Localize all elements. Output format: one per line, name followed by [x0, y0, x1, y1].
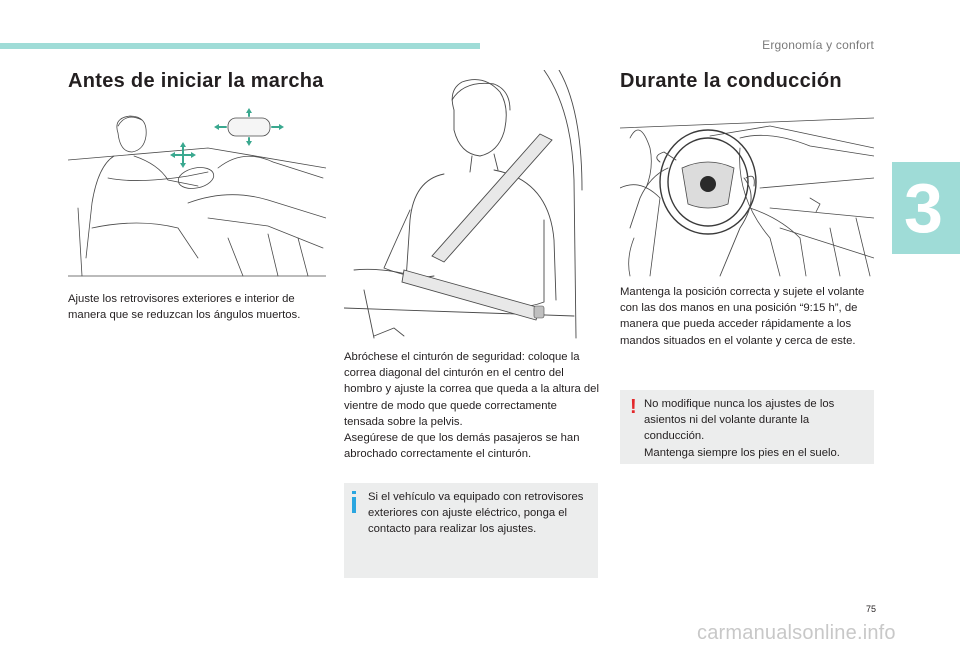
driving-position-text: [620, 284, 874, 349]
warning-note-paragraph-2: Mantenga siempre los pies en el suelo.: [644, 446, 840, 459]
mirror-adjust-text: [68, 291, 330, 323]
info-note-paragraph: Si el vehículo va equipado con retrovisores exteriores con ajuste eléctrico, ponga el contacto para realizar los ajustes.: [368, 491, 584, 536]
driving-position-paragraph: Mantenga la posición correcta y sujete el volante con las dos manos en una posición “9:15 h”, de manera que pueda acceder rápidamente a los mandos situados en el volante y cerca de este.: [620, 286, 865, 347]
page-title-before-driving: Antes de iniciar la marcha: [68, 70, 324, 92]
seatbelt-text: [344, 349, 600, 462]
driver-adjusting-mirrors-illustration: [68, 108, 326, 278]
warning-note-text: [644, 396, 866, 461]
seatbelt-paragraph-2: Asegúrese de que los demás pasajeros se han abrochado correctamente el cinturón.: [344, 432, 580, 461]
seatbelt-paragraph-1: Abróchese el cinturón de seguridad: coloque la correa diagonal del cinturón en el centro del hombro y ajuste la correa que queda a la altura del vientre de modo que quede correctamente tensada sobre la pelvis.: [344, 351, 599, 428]
mirror-adjust-paragraph: Ajuste los retrovisores exteriores e interior de manera que se reduzcan los ángulos muertos.: [68, 293, 301, 322]
info-note-box: [344, 483, 598, 578]
page-number: 75: [865, 604, 876, 614]
info-icon: [352, 491, 356, 513]
page-title-while-driving: Durante la conducción: [620, 70, 842, 92]
warning-note-paragraph-1: No modifique nunca los ajustes de los asientos ni del volante durante la conducción.: [644, 398, 835, 443]
section-title: Ergonomía y confort: [762, 38, 874, 52]
info-note-text: [368, 489, 590, 538]
exclamation-icon: !: [630, 396, 637, 418]
chapter-tab[interactable]: [892, 162, 960, 254]
watermark: carmanualsonline.info: [697, 622, 896, 644]
warning-note-box: [620, 390, 874, 464]
chapter-number: 3: [904, 169, 943, 247]
driver-seatbelt-illustration: [344, 70, 584, 340]
hands-on-steering-wheel-illustration: [620, 108, 874, 278]
header-accent-bar: [0, 43, 480, 49]
